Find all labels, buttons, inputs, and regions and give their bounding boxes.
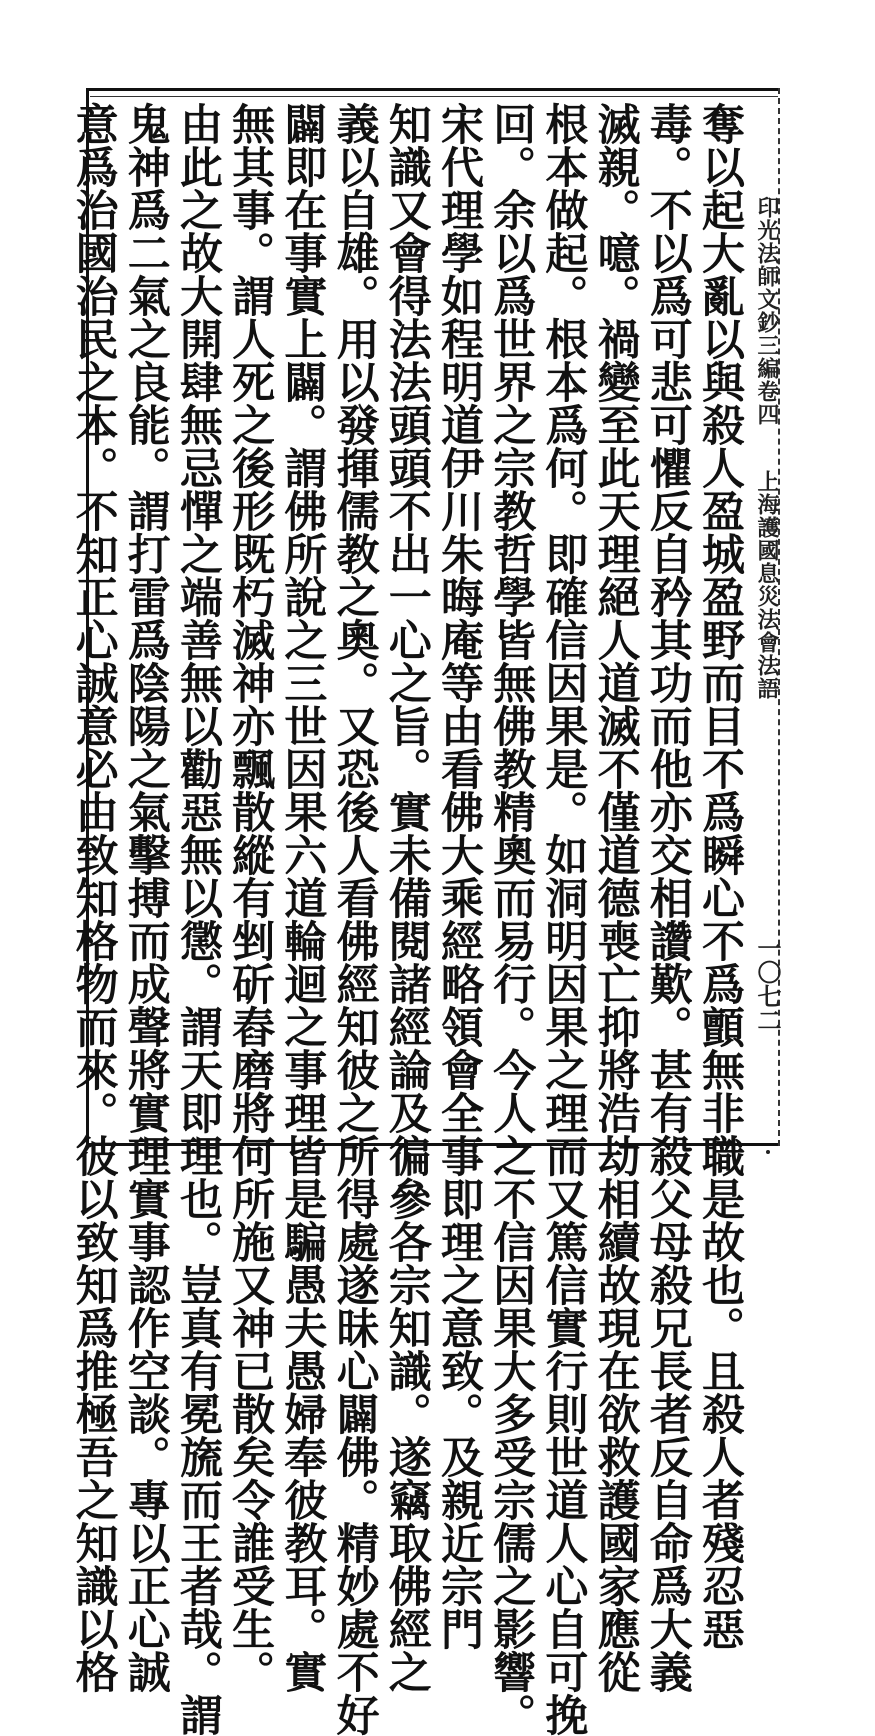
text-column: 滅親。噫。禍變至此天理絕人道滅不僅道德喪亡抑將浩劫相續故現在欲救護國家應從 [590, 102, 641, 1693]
body-text-block [68, 102, 746, 1736]
page-number: 一〇七二 [753, 936, 782, 1032]
text-column: 毒。不以爲可悲可懼反自矜其功而他亦交相讚歎。甚有殺父母殺兄長者反自命爲大義 [642, 102, 693, 1693]
text-column: 回。余以爲世界之宗教哲學皆無佛教精奧而易行。今人之不信因果大多受宗儒之影響。 [486, 102, 537, 1736]
text-column: 知識又會得法法頭頭不出一心之旨。實未備閱諸經論及徧參各宗知識。遂竊取佛經之 [381, 102, 432, 1693]
text-column: 奪以起大亂以與殺人盈城盈野而目不爲瞬心不爲顫無非職是故也。且殺人者殘忍惡 [695, 102, 745, 1650]
text-column: 意爲治國治民之本。不知正心誠意必由致知格物而來。彼以致知爲推極吾之知識以格 [68, 102, 119, 1693]
running-head-section-title: 上海護國息災法會法語 [754, 470, 780, 700]
running-head-book-title: 印光法師文鈔三編卷四 [754, 196, 780, 426]
text-column: 無其事。謂人死之後形既朽滅神亦飄散縱有剉斫舂磨將何所施又神已散矣令誰受生。 [225, 102, 276, 1693]
text-column: 闢即在事實上闢。謂佛所說之三世因果六道輪迴之事理皆是騙愚夫愚婦奉彼教耳。實 [277, 102, 328, 1693]
text-column: 鬼神爲二氣之良能。謂打雷爲陰陽之氣擊搏而成聲將實理實事認作空談。專以正心誠 [120, 102, 171, 1693]
page-edge-mark [766, 1150, 770, 1154]
text-column: 由此之故大開肆無忌憚之端善無以勸惡無以懲。謂天即理也。豈真有冕旒而王者哉。謂 [172, 102, 223, 1736]
text-column: 根本做起。根本爲何。即確信因果是。如洞明因果之理而又篤信實行則世道人心自可挽 [538, 102, 589, 1736]
text-column: 宋代理學如程明道伊川朱晦庵等由看佛大乘經略領會全事即理之意致。及親近宗門 [433, 102, 484, 1650]
text-column: 義以自雄。用以發揮儒教之奧。又恐後人看佛經知彼之所得處遂昧心闢佛。精妙處不好 [329, 102, 380, 1736]
page-frame-inner-rule [90, 96, 778, 97]
